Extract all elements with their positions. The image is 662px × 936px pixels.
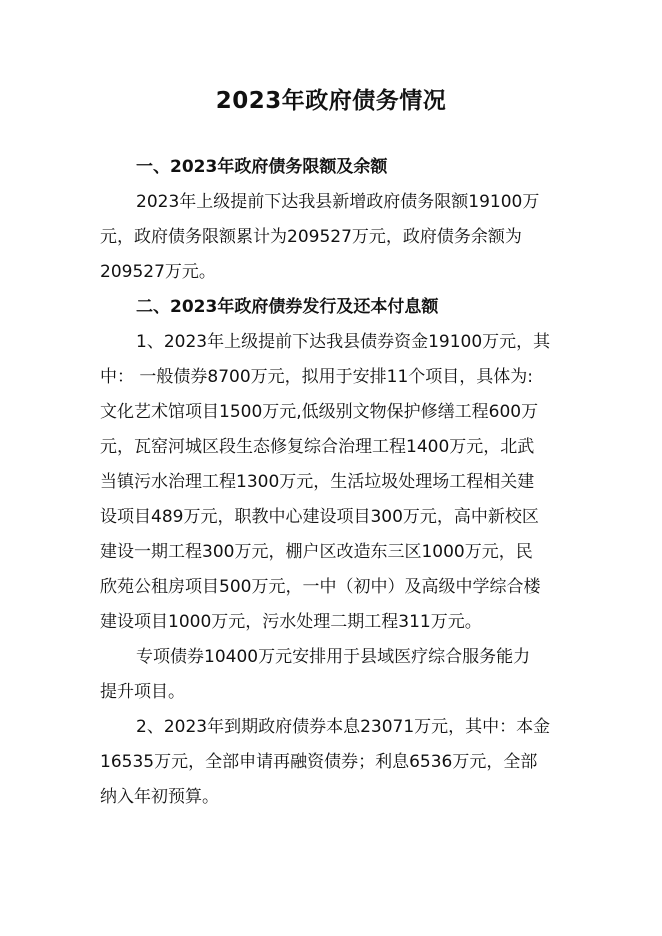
paragraph-line: 当镇污水治理工程1300万元，生活垃圾处理场工程相关建: [100, 472, 535, 492]
paragraph-line: 文化艺术馆项目1500万元,低级别文物保护修缮工程600万: [100, 402, 539, 422]
section-heading-limit-balance: 一、2023年政府债务限额及余额: [136, 157, 388, 177]
paragraph-line: 专项债券10400万元安排用于县域医疗综合服务能力: [136, 647, 531, 667]
paragraph-line: 2023年上级提前下达我县新增政府债务限额19100万: [136, 192, 540, 212]
paragraph-line: 建设项目1000万元，污水处理二期工程311万元。: [100, 612, 482, 632]
paragraph-line: 1、2023年上级提前下达我县债券资金19100万元，其: [136, 332, 551, 352]
paragraph-line: 2、2023年到期政府债券本息23071万元，其中：本金: [136, 717, 551, 737]
paragraph-line: 建设一期工程300万元，棚户区改造东三区1000万元，民: [100, 542, 533, 562]
paragraph-line: 欣苑公租房项目500万元，一中（初中）及高级中学综合楼: [100, 577, 541, 597]
paragraph-line: 设项目489万元，职教中心建设项目300万元，高中新校区: [100, 507, 539, 527]
paragraph-line: 元，政府债务限额累计为209527万元，政府债务余额为: [100, 227, 522, 247]
paragraph-line: 纳入年初预算。: [100, 787, 219, 807]
paragraph-line: 提升项目。: [100, 682, 185, 702]
paragraph-line: 16535万元，全部申请再融资债券；利息6536万元，全部: [100, 752, 538, 772]
paragraph-line: 209527万元。: [100, 262, 216, 282]
section-heading-issuance-repayment: 二、2023年政府债券发行及还本付息额: [136, 297, 439, 317]
paragraph-line: 元，瓦窑河城区段生态修复综合治理工程1400万元，北武: [100, 437, 535, 457]
paragraph-line: 中： 一般债券8700万元，拟用于安排11个项目，具体为:: [100, 367, 534, 387]
document-title: 2023年政府债务情况: [215, 88, 447, 114]
